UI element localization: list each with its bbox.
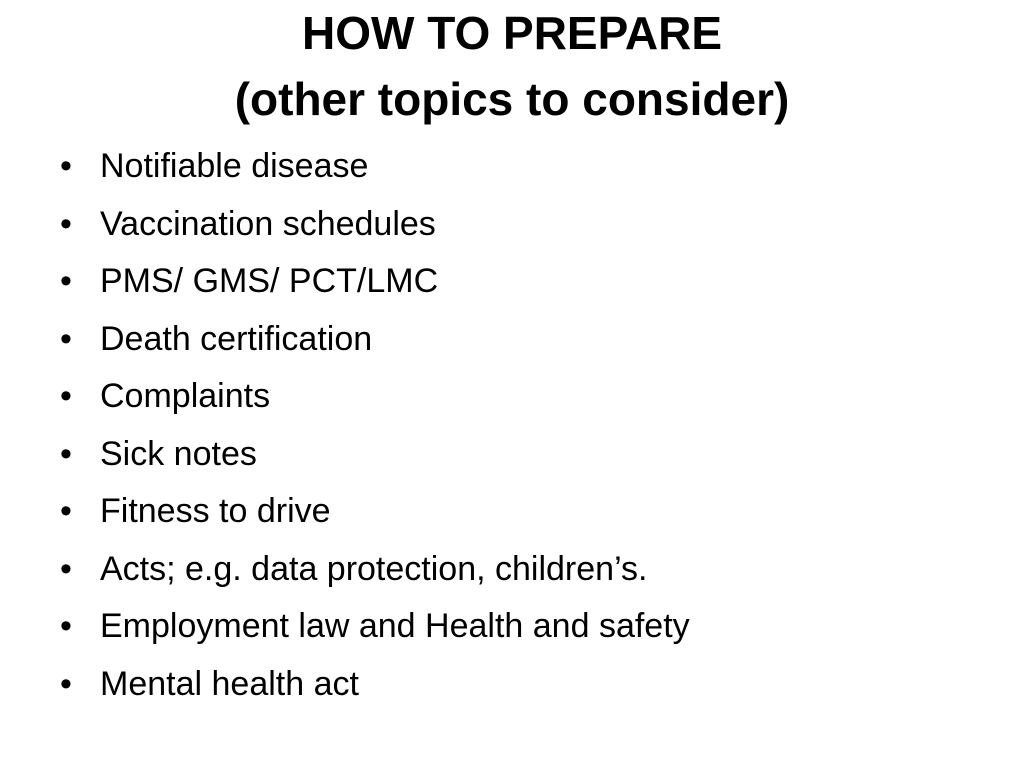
list-item xyxy=(60,598,690,656)
bullet-icon: • xyxy=(60,319,72,358)
bullet-text: Acts; e.g. data protection, children’s. xyxy=(100,549,648,588)
bullet-icon: • xyxy=(60,549,72,588)
list-item xyxy=(60,253,690,311)
bullet-icon: • xyxy=(60,377,72,415)
bullet-text: Mental health act xyxy=(100,664,359,703)
slide-title xyxy=(0,0,1024,132)
bullet-text: Fitness to drive xyxy=(100,492,331,530)
list-item xyxy=(60,426,690,484)
bullet-text: PMS/ GMS/ PCT/LMC xyxy=(100,262,439,300)
list-item xyxy=(60,311,690,369)
bullet-icon: • xyxy=(60,664,72,703)
bullet-text: Death certification xyxy=(100,319,373,358)
list-item xyxy=(60,656,690,714)
bullet-icon: • xyxy=(60,204,72,243)
title-line-2: (other topics to consider) xyxy=(234,73,790,125)
bullet-icon: • xyxy=(60,492,72,530)
bullet-text: Vaccination schedules xyxy=(100,204,436,243)
list-item xyxy=(60,483,690,541)
bullet-text: Notifiable disease xyxy=(100,147,369,185)
list-item xyxy=(60,138,690,196)
bullet-icon: • xyxy=(60,147,72,185)
bullet-text: Complaints xyxy=(100,377,271,415)
title-line-1: HOW TO PREPARE xyxy=(302,7,722,59)
bullet-text: Sick notes xyxy=(100,434,257,473)
bullet-icon: • xyxy=(60,262,72,300)
list-item xyxy=(60,368,690,426)
bullet-text: Employment law and Health and safety xyxy=(100,607,690,645)
bullet-icon: • xyxy=(60,607,72,645)
bullet-list xyxy=(60,138,690,713)
bullet-icon: • xyxy=(60,434,72,473)
list-item xyxy=(60,541,690,599)
list-item xyxy=(60,196,690,254)
